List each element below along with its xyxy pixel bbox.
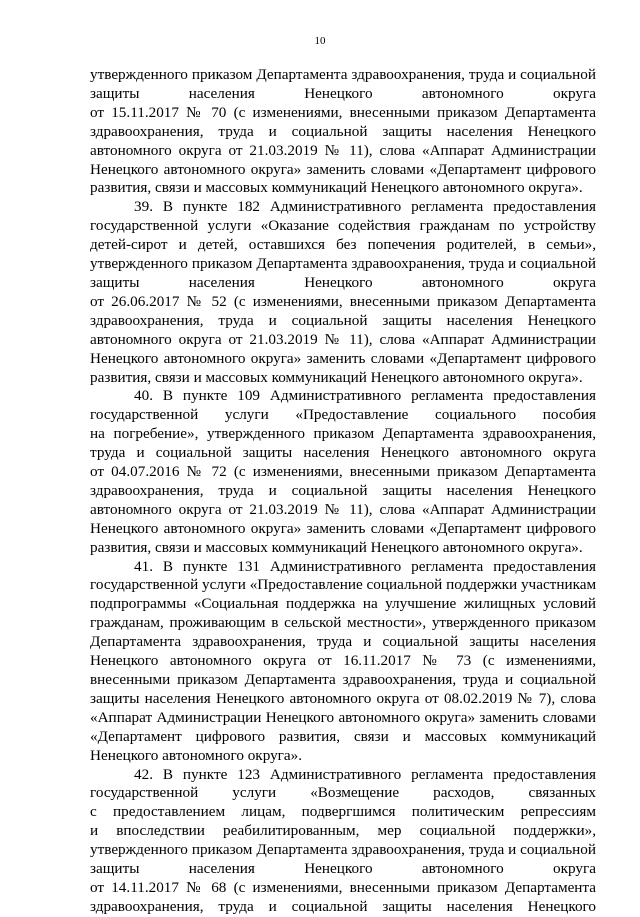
text-line: Ненецкого автономного округа». <box>90 746 303 764</box>
text-line: защиты населения Ненецкого автономного округа <box>90 273 596 291</box>
text-line: Ненецкого автономного округа» заменить словами «Департамент цифрового <box>90 160 596 178</box>
text-line: с предоставлением лицам, подвергшимся политическим репрессиям <box>90 803 596 821</box>
paragraph <box>90 66 596 198</box>
text-line: государственной услуги «Оказание содействия гражданам по устройству <box>90 217 596 235</box>
text-line: развития, связи и массовых коммуникаций Ненецкого автономного округа». <box>90 179 583 197</box>
text-line: от 15.11.2017 № 70 (с изменениями, внесенными приказом Департамента <box>90 103 596 121</box>
text-line: Ненецкого автономного округа» заменить словами «Департамент цифрового <box>90 519 596 537</box>
text-line: государственной услуги «Возмещение расходов, связанных <box>90 784 596 802</box>
text-line: Ненецкого автономного округа от 16.11.2017 № 73 (с изменениями, <box>90 652 596 670</box>
text-line: 42. В пункте 123 Административного регламента предоставления <box>134 765 596 783</box>
paragraph <box>90 558 596 766</box>
text-line: на погребение», утвержденного приказом Департамента здравоохранения, <box>90 425 596 443</box>
text-line: от 14.11.2017 № 68 (с изменениями, внесенными приказом Департамента <box>90 878 596 896</box>
text-line: от 26.06.2017 № 52 (с изменениями, внесенными приказом Департамента <box>90 292 596 310</box>
text-line: гражданам, проживающим в сельской местности», утвержденного приказом <box>90 614 596 632</box>
paragraph <box>90 387 596 557</box>
document-body <box>90 66 596 917</box>
text-line: Департамента здравоохранения, труда и социальной защиты населения <box>90 633 596 651</box>
text-line: 41. В пункте 131 Административного регламента предоставления <box>134 557 596 575</box>
text-line: 39. В пункте 182 Административного регламента предоставления <box>134 198 596 216</box>
text-line: государственной услуги «Предоставление социальной поддержки участникам <box>90 576 597 594</box>
text-line: здравоохранения, труда и социальной защиты населения Ненецкого <box>90 897 596 915</box>
text-line: здравоохранения, труда и социальной защиты населения Ненецкого <box>90 481 596 499</box>
text-line: от 04.07.2016 № 72 (с изменениями, внесенными приказом Департамента <box>90 463 596 481</box>
text-line: здравоохранения, труда и социальной защиты населения Ненецкого <box>90 311 596 329</box>
text-line: утвержденного приказом Департамента здравоохранения, труда и социальной <box>90 841 596 859</box>
text-line: «Департамент цифрового развития, связи и массовых коммуникаций <box>90 727 596 745</box>
paragraph <box>90 766 596 917</box>
text-line: 40. В пункте 109 Административного регламента предоставления <box>134 387 596 405</box>
text-line: «Аппарат Администрации Ненецкого автономного округа» заменить словами <box>90 708 596 726</box>
text-line: утвержденного приказом Департамента здравоохранения, труда и социальной <box>90 66 596 83</box>
text-line: развития, связи и массовых коммуникаций Ненецкого автономного округа». <box>90 368 583 386</box>
text-line: утвержденного приказом Департамента здравоохранения, труда и социальной <box>90 255 596 273</box>
text-line: государственной услуги «Предоставление социального пособия <box>90 406 596 424</box>
text-line: труда и социальной защиты населения Ненецкого автономного округа <box>90 444 596 462</box>
text-line: развития, связи и массовых коммуникаций Ненецкого автономного округа». <box>90 538 583 556</box>
text-line: защиты населения Ненецкого автономного округа <box>90 84 596 102</box>
text-line: защиты населения Ненецкого автономного округа от 08.02.2019 № 7), слова <box>90 689 596 707</box>
text-line: и впоследствии реабилитированным, мер социальной поддержки», <box>90 822 596 840</box>
text-line: Ненецкого автономного округа» заменить словами «Департамент цифрового <box>90 349 596 367</box>
text-line: подпрограммы «Социальная поддержка на улучшение жилищных условий <box>90 595 596 613</box>
text-line: внесенными приказом Департамента здравоохранения, труда и социальной <box>90 671 596 688</box>
text-line: защиты населения Ненецкого автономного округа <box>90 860 596 878</box>
text-line: здравоохранения, труда и социальной защиты населения Ненецкого <box>90 122 596 140</box>
page-number: 10 <box>314 35 326 47</box>
paragraph <box>90 198 596 387</box>
text-line: автономного округа от 21.03.2019 № 11), слова «Аппарат Администрации <box>90 141 596 159</box>
text-line: автономного округа от 21.03.2019 № 11), слова «Аппарат Администрации <box>90 330 596 348</box>
text-line: детей-сирот и детей, оставшихся без попечения родителей, в семьи», <box>90 236 596 254</box>
text-line: автономного округа от 21.03.2019 № 11), слова «Аппарат Администрации <box>90 500 596 518</box>
